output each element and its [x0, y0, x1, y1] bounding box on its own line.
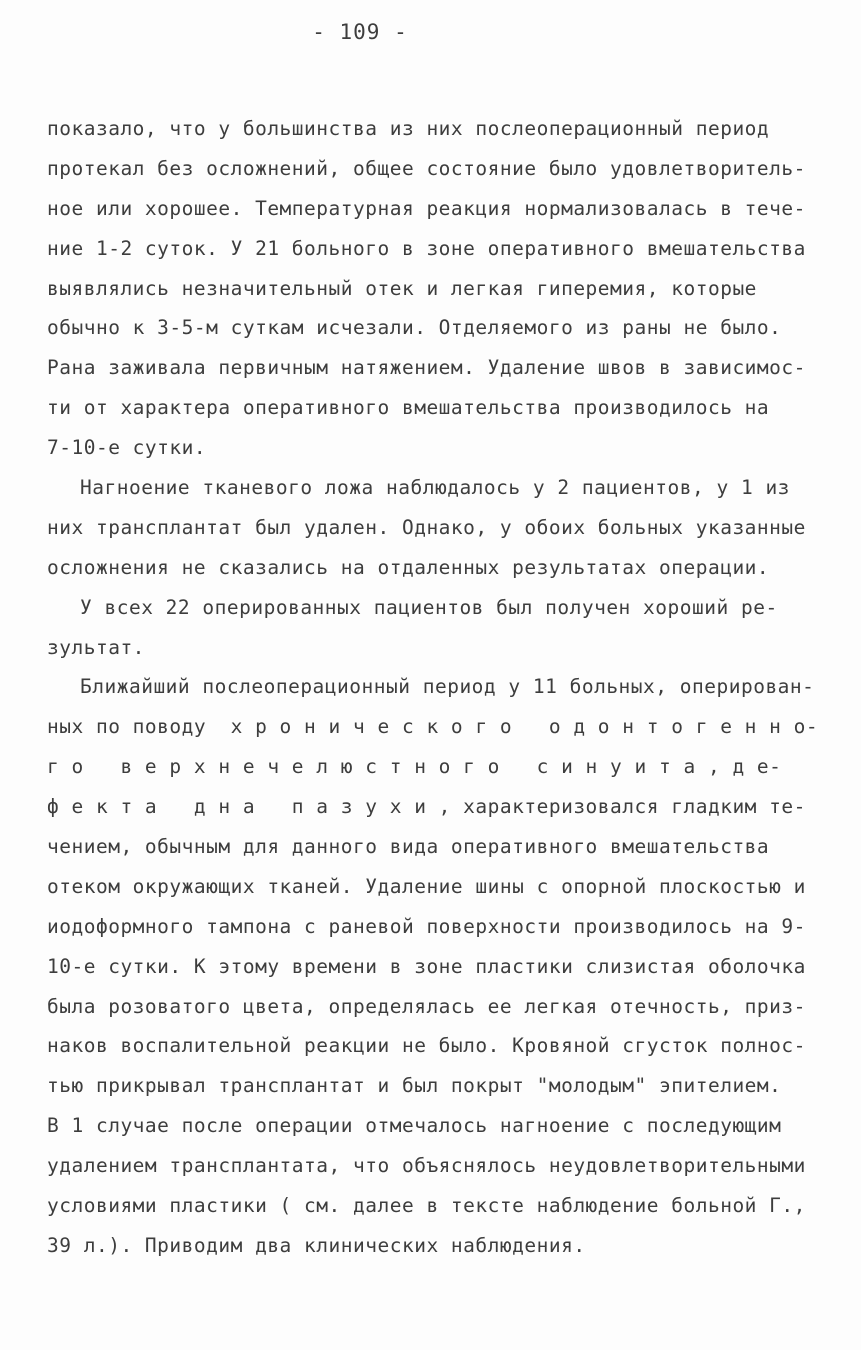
text-line: была розоватого цвета, определялась ее легкая отечность, приз- — [47, 994, 806, 1018]
page-number: - 109 - — [312, 20, 408, 44]
text-line: Рана заживала первичным натяжением. Удаление швов в зависимос- — [47, 356, 806, 380]
text-line: условиями пластики ( см. далее в тексте наблюдение больной Г., — [47, 1194, 806, 1218]
text-line: В 1 случае после операции отмечалось нагноение с последующим — [47, 1114, 782, 1138]
text-line: показало, что у большинства из них послеоперационный период — [47, 117, 770, 140]
text-line: зультат. — [47, 635, 145, 659]
text-line: осложнения не сказались на отдаленных результатах операции. — [47, 555, 770, 579]
text-line: ное или хорошее. Температурная реакция нормализовалась в тече- — [47, 196, 806, 220]
text-line: 10-е сутки. К этому времени в зоне пластики слизистая оболочка — [47, 954, 806, 978]
text-line: иодоформного тампона с раневой поверхности производилось на 9- — [47, 914, 806, 938]
paragraph-first-line: Нагноение тканевого ложа наблюдалось у 2 пациентов, у 1 из — [80, 476, 790, 500]
body-text — [47, 109, 837, 1266]
text-line: удалением трансплантата, что объяснялось неудовлетворительными — [47, 1154, 806, 1178]
text-line: ф е к т а д н а п а з у х и , характеризовался гладким те- — [47, 795, 806, 819]
text-line: тью прикрывал трансплантат и был покрыт "молодым" эпителием. — [47, 1074, 782, 1098]
text-line: протекал без осложнений, общее состояние было удовлетворитель- — [47, 156, 806, 180]
text-line: наков воспалительной реакции не было. Кровяной сгусток полнос- — [47, 1034, 806, 1058]
text-line: них трансплантат был удален. Однако, у обоих больных указанные — [47, 515, 806, 539]
paragraph-first-line: У всех 22 оперированных пациентов был получен хороший ре- — [80, 595, 778, 619]
text-line: г о в е р х н е ч е л ю с т н о г о с и н у и т а , д е- — [47, 755, 782, 779]
text-line: чением, обычным для данного вида оперативного вмешательства — [47, 835, 770, 859]
text-line: 7-10-е сутки. — [47, 436, 207, 460]
text-line: обычно к 3-5-м суткам исчезали. Отделяемого из раны не было. — [47, 316, 782, 340]
text-line: 39 л.). Приводим два клинических наблюдения. — [47, 1233, 586, 1257]
text-line: ние 1-2 суток. У 21 больного в зоне оперативного вмешательства — [47, 236, 806, 260]
paragraph-first-line: Ближайший послеоперационный период у 11 больных, оперирован- — [80, 675, 815, 699]
text-line: отеком окружающих тканей. Удаление шины с опорной плоскостью и — [47, 874, 806, 898]
text-line: ных по поводу х р о н и ч е с к о г о о д о н т о г е н н о- — [47, 715, 819, 739]
text-line: выявлялись незначительный отек и легкая гиперемия, которые — [47, 276, 757, 300]
text-line: ти от характера оперативного вмешательства производилось на — [47, 396, 770, 420]
